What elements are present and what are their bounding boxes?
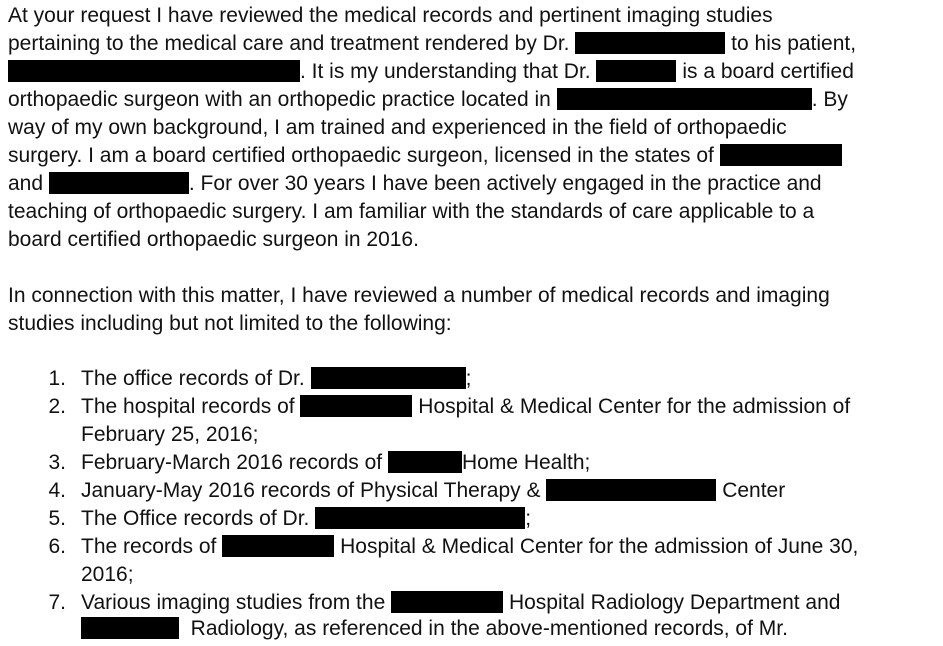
- paragraph-line: [8, 144, 842, 168]
- text: . It is my understanding that Dr.: [300, 60, 591, 83]
- text: At your request I have reviewed the medical records and pertinent imaging studies: [8, 4, 773, 27]
- text: February-March 2016 records of: [81, 451, 383, 474]
- list-item: [81, 535, 858, 559]
- list-item-continuation: [81, 563, 134, 587]
- redaction-bar: [8, 60, 300, 82]
- list-item: [81, 367, 471, 391]
- redaction-bar: [575, 32, 725, 54]
- redaction-bar: [315, 507, 525, 529]
- text: studies including but not limited to the following:: [8, 312, 452, 335]
- redaction-bar: [720, 144, 842, 166]
- text: way of my own background, I am trained and experienced in the field of orthopaedic: [8, 116, 787, 139]
- list-number: 2.: [48, 395, 66, 418]
- paragraph-line: [8, 284, 830, 308]
- text: Hospital & Medical Center for the admission of June 30,: [340, 535, 859, 558]
- text: February 25, 2016;: [81, 423, 259, 446]
- text: The office records of Dr.: [81, 367, 305, 390]
- redaction-bar: [49, 172, 189, 194]
- text: . For over 30 years I have been actively engaged in the practice and: [188, 172, 822, 195]
- redaction-bar: [81, 617, 179, 639]
- redaction-bar: [311, 367, 466, 389]
- text: pertaining to the medical care and treatment rendered by Dr.: [8, 32, 570, 55]
- text: and: [8, 172, 44, 195]
- text: to his patient,: [731, 32, 857, 55]
- list-number: 6.: [48, 535, 66, 558]
- paragraph-line: [8, 88, 848, 112]
- paragraph-line: [8, 32, 856, 56]
- redaction-bar: [388, 451, 462, 473]
- list-item: [81, 451, 590, 475]
- paragraph-line: [8, 116, 787, 140]
- text: The Office records of Dr.: [81, 507, 310, 530]
- text: ;: [465, 367, 472, 390]
- paragraph-line: [8, 4, 928, 28]
- list-number: 5.: [48, 507, 66, 530]
- list-item: [81, 395, 850, 419]
- text: is a board certified: [682, 60, 854, 83]
- text: The records of: [81, 535, 217, 558]
- list-item: [81, 507, 531, 531]
- redaction-bar: [546, 479, 716, 501]
- list-number: 7.: [48, 591, 66, 614]
- text: Various imaging studies from the: [81, 591, 386, 614]
- text: Hospital Radiology Department and: [508, 591, 841, 614]
- text: surgery. I am a board certified orthopaedic surgeon, licensed in the states of: [8, 144, 714, 167]
- redaction-bar: [391, 591, 503, 613]
- text: teaching of orthopaedic surgery. I am familiar with the standards of care applicable to a: [8, 200, 815, 223]
- paragraph-line: [8, 312, 452, 336]
- list-number: 1.: [48, 367, 66, 390]
- text: The hospital records of: [81, 395, 295, 418]
- text: In connection with this matter, I have reviewed a number of medical records and imaging: [8, 284, 830, 307]
- text: Radiology, as referenced in the above-mentioned records, of Mr.: [190, 617, 788, 640]
- list-item-continuation: [81, 423, 258, 447]
- list-item-continuation: [81, 617, 788, 641]
- redaction-bar: [300, 395, 412, 417]
- text: January-May 2016 records of Physical Therapy &: [81, 479, 541, 502]
- redaction-bar: [596, 60, 676, 82]
- text: Center: [722, 479, 786, 502]
- paragraph-line: [8, 60, 854, 84]
- text: Hospital & Medical Center for the admission of: [418, 395, 851, 418]
- list-item: [81, 591, 840, 615]
- text: . By: [811, 88, 848, 111]
- paragraph-line: [8, 200, 814, 224]
- text: 2016;: [81, 563, 134, 586]
- text: Home Health;: [461, 451, 591, 474]
- redaction-bar: [222, 535, 334, 557]
- text: board certified orthopaedic surgeon in 2016.: [8, 228, 419, 251]
- list-item: [81, 479, 785, 503]
- paragraph-line: [8, 228, 419, 252]
- redaction-bar: [557, 88, 812, 110]
- text: orthopaedic surgeon with an orthopedic practice located in: [8, 88, 551, 111]
- list-number: 4.: [48, 479, 66, 502]
- paragraph-line: [8, 172, 822, 196]
- text: ;: [525, 507, 532, 530]
- list-number: 3.: [48, 451, 66, 474]
